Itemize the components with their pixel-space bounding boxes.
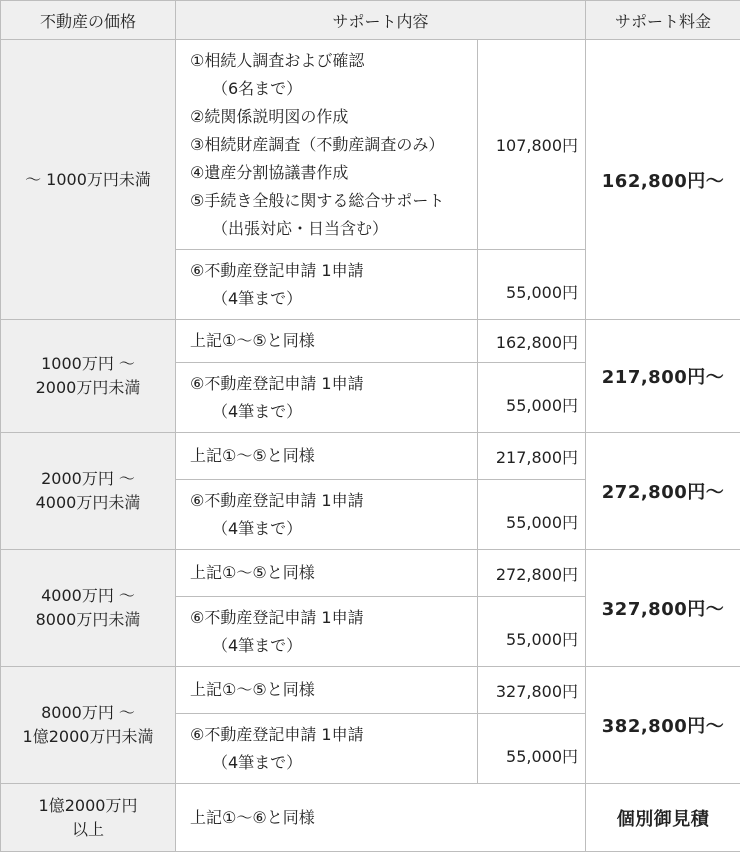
- support-content-cell: 上記①～⑤と同様: [176, 320, 478, 363]
- price-range-cell: [1, 320, 176, 433]
- registration-content-cell: [176, 597, 478, 667]
- item-6: ⑥不動産登記申請 1申請: [190, 260, 364, 280]
- item-6-note: （4筆まで）: [212, 288, 303, 308]
- support-fee: 217,800円～: [586, 320, 740, 433]
- support-fee: 162,800円～: [586, 40, 740, 320]
- item-6: ⑥不動産登記申請 1申請: [190, 724, 364, 744]
- price-range-label: 8000万円 ～: [41, 703, 135, 722]
- item-6-note: （4筆まで）: [212, 401, 303, 421]
- table-row: [1, 784, 740, 852]
- item-5: ⑤手続き全般に関する総合サポート: [190, 190, 445, 210]
- item-6-note: （4筆まで）: [212, 752, 303, 772]
- price-range-label: 1億2000万円未満: [22, 727, 154, 746]
- price-range-cell: [1, 550, 176, 667]
- header-row: [1, 1, 740, 40]
- item-4: ④遺産分割協議書作成: [190, 162, 349, 182]
- support-content-cell: 上記①～⑥と同様: [176, 784, 586, 852]
- header-fee: サポート料金: [586, 1, 740, 40]
- support-content-cell: 上記①～⑤と同様: [176, 667, 478, 714]
- item-5-note: （出張対応・日当含む）: [212, 218, 389, 238]
- base-price: 162,800円: [478, 320, 586, 363]
- support-content-cell: 上記①～⑤と同様: [176, 433, 478, 480]
- price-range-label: 2000万円未満: [35, 378, 141, 397]
- price-range-cell: [1, 40, 176, 320]
- support-content-cell: [176, 40, 478, 250]
- base-price: 327,800円: [478, 667, 586, 714]
- item-1-note: （6名まで）: [212, 78, 303, 98]
- registration-content-cell: [176, 250, 478, 320]
- price-range-label: 1000万円 ～: [41, 354, 135, 373]
- item-6: ⑥不動産登記申請 1申請: [190, 490, 364, 510]
- base-price: 272,800円: [478, 550, 586, 597]
- price-range-label: 1億2000万円: [38, 795, 138, 815]
- support-fee: 個別御見積: [586, 784, 740, 852]
- header-price: 不動産の価格: [1, 1, 176, 40]
- support-fee: 327,800円～: [586, 550, 740, 667]
- price-range-label: 2000万円 ～: [41, 469, 135, 488]
- base-price: 217,800円: [478, 433, 586, 480]
- base-price: 107,800円: [478, 40, 586, 250]
- price-range-label: ～ 1000万円未満: [25, 169, 151, 189]
- price-range-label: 8000万円未満: [35, 610, 141, 629]
- table-row: [1, 433, 740, 480]
- item-6: ⑥不動産登記申請 1申請: [190, 373, 364, 393]
- item-2: ②続関係説明図の作成: [190, 106, 349, 126]
- price-range-label: 4000万円未満: [35, 493, 141, 512]
- item-6-note: （4筆まで）: [212, 635, 303, 655]
- price-range-cell: [1, 433, 176, 550]
- registration-content-cell: [176, 363, 478, 433]
- support-fee: 272,800円～: [586, 433, 740, 550]
- price-range-label: 以上: [71, 819, 104, 839]
- table-row: [1, 40, 740, 250]
- item-6: ⑥不動産登記申請 1申請: [190, 607, 364, 627]
- registration-price: 55,000円: [478, 597, 586, 667]
- registration-price: 55,000円: [478, 363, 586, 433]
- price-range-cell: [1, 667, 176, 784]
- price-range-label: 4000万円 ～: [41, 586, 135, 605]
- registration-content-cell: [176, 714, 478, 784]
- price-range-cell: [1, 784, 176, 852]
- registration-price: 55,000円: [478, 250, 586, 320]
- item-1: ①相続人調査および確認: [190, 50, 365, 70]
- table-row: [1, 667, 740, 714]
- item-6-note: （4筆まで）: [212, 518, 303, 538]
- registration-content-cell: [176, 480, 478, 550]
- support-fee: 382,800円～: [586, 667, 740, 784]
- support-content-cell: 上記①～⑤と同様: [176, 550, 478, 597]
- registration-price: 55,000円: [478, 480, 586, 550]
- table-row: [1, 550, 740, 597]
- item-3: ③相続財産調査（不動産調査のみ）: [190, 134, 445, 154]
- registration-price: 55,000円: [478, 714, 586, 784]
- header-content: サポート内容: [176, 1, 586, 40]
- table-row: [1, 320, 740, 363]
